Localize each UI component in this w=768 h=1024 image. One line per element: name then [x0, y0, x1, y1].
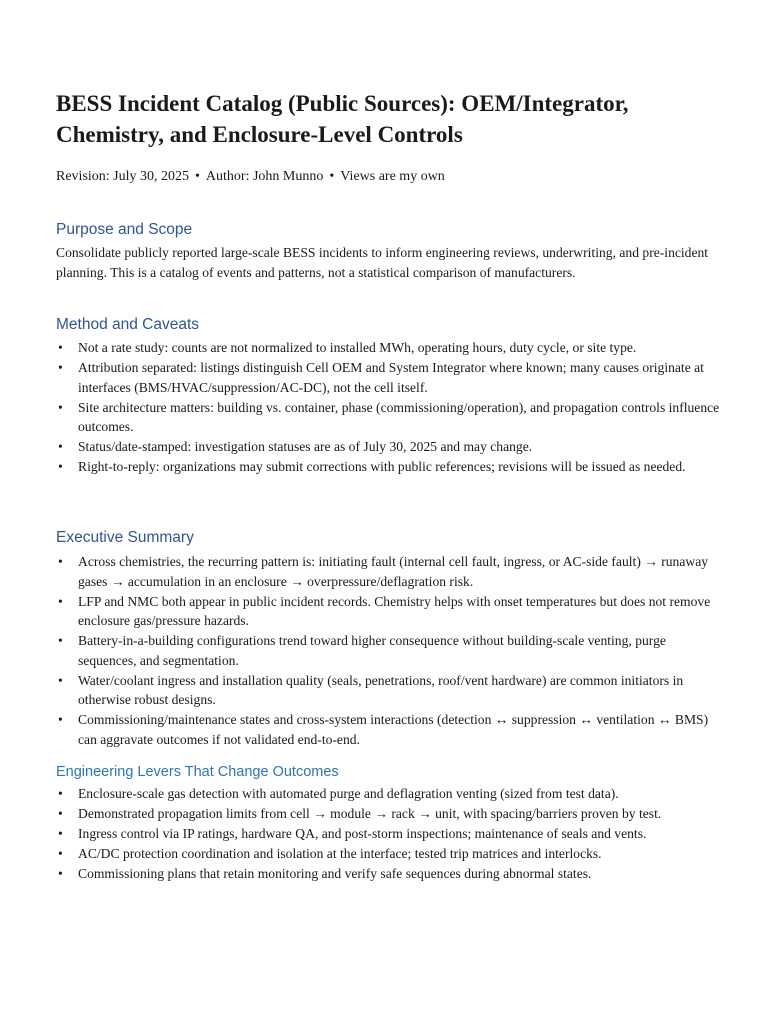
list-item: • Status/date-stamped: investigation statuses are as of July 30, 2025 and may change. [56, 437, 724, 457]
list-item: • AC/DC protection coordination and isolation at the interface; tested trip matrices and interlocks. [56, 844, 724, 864]
levers-list [56, 784, 724, 884]
method-list [56, 338, 724, 477]
summary-heading: Executive Summary [56, 529, 194, 546]
meta-separator: • [195, 169, 200, 184]
author: Author: John Munno [205, 169, 324, 184]
meta-separator: • [329, 169, 335, 184]
method-heading: Method and Caveats [56, 316, 200, 333]
list-item: • Commissioning plans that retain monitoring and verify safe sequences during abnormal states. [56, 864, 724, 884]
list-item: • Not a rate study: counts are not normalized to installed MWh, operating hours, duty cycle, or site type. [56, 338, 724, 358]
list-item: • Battery-in-a-building configurations trend toward higher consequence without building-scale venting, purge sequences, and segmentation. [56, 631, 724, 670]
list-item: • Across chemistries, the recurring pattern is: initiating fault (internal cell fault, ingress, or AC-side fault) → runaway gases → accumulation in an enclosure → overpressure/deflagration risk. [56, 552, 724, 591]
list-item: • Commissioning/maintenance states and cross-system interactions (detection ↔ suppression ↔ ventilation ↔ BMS) can aggravate outcomes if not validated end-to-end. [56, 710, 724, 749]
list-item: • Ingress control via IP ratings, hardware QA, and post-storm inspections; maintenance of seals and vents. [56, 824, 724, 844]
list-item: • Attribution separated: listings distinguish Cell OEM and System Integrator where known; many causes originate at interfaces (BMS/HVAC/suppression/AC-DC), not the cell itself. [56, 358, 724, 397]
list-item: • Enclosure-scale gas detection with automated purge and deflagration venting (sized from test data). [56, 784, 724, 804]
disclaimer: Views are my own [340, 169, 445, 184]
list-item: • Demonstrated propagation limits from cell → module → rack → unit, with spacing/barriers proven by test. [56, 804, 724, 824]
list-item: • Water/coolant ingress and installation quality (seals, penetrations, roof/vent hardware) are common initiators in otherwise robust designs. [56, 671, 724, 710]
summary-list [56, 552, 724, 750]
list-item: • LFP and NMC both appear in public incident records. Chemistry helps with onset temperatures but does not remove enclosure gas/pressure hazards. [56, 592, 724, 631]
list-item: • Right-to-reply: organizations may submit corrections with public references; revisions will be issued as needed. [56, 457, 724, 477]
purpose-heading: Purpose and Scope [56, 221, 193, 238]
list-item: • Site architecture matters: building vs. container, phase (commissioning/operation), and propagation controls influence outcomes. [56, 398, 724, 437]
levers-heading: Engineering Levers That Change Outcomes [56, 764, 339, 780]
revision-date: Revision: July 30, 2025 [56, 169, 190, 184]
document-title: BESS Incident Catalog (Public Sources): OEM/Integrator, Chemistry, and Enclosure-Level Controls [56, 91, 629, 147]
purpose-text: Consolidate publicly reported large-scale BESS incidents to inform engineering reviews, underwriting, and pre-incident planning. This is a catalog of events and patterns, not a statistical comparison of manufacturers. [56, 245, 709, 280]
document-meta [56, 168, 445, 186]
